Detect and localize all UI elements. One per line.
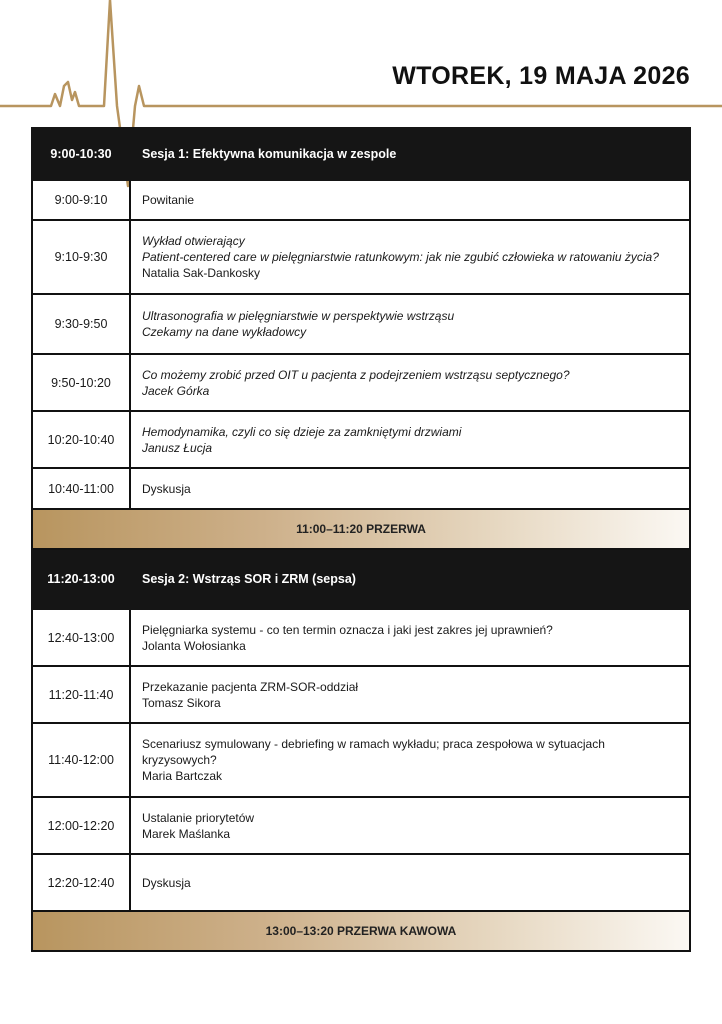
row-topic <box>130 609 690 666</box>
table-row <box>32 220 690 294</box>
break-row <box>32 509 690 549</box>
row-time: 12:40-13:00 <box>32 609 130 666</box>
topic-line: Ultrasonografia w pielęgniarstwie w perspektywie wstrząsu <box>142 309 455 323</box>
row-time: 9:10-9:30 <box>32 220 130 294</box>
break-row <box>32 911 690 951</box>
page-title: WTOREK, 19 MAJA 2026 <box>392 62 690 90</box>
session-header-row <box>32 549 690 609</box>
row-time: 11:20-11:40 <box>32 666 130 723</box>
topic-line: Pielęgniarka systemu - co ten termin oznacza i jaki jest zakres jej uprawnień? <box>142 622 553 637</box>
row-topic <box>130 294 690 354</box>
topic-line: Hemodynamika, czyli co się dzieje za zamkniętymi drzwiami <box>142 424 462 439</box>
speaker-name: Janusz Łucja <box>142 440 213 455</box>
speaker-name: Jolanta Wołosianka <box>142 638 246 653</box>
topic-line: Ustalanie priorytetów <box>142 810 255 825</box>
row-time: 10:40-11:00 <box>32 468 130 509</box>
session-time: 11:20-13:00 <box>32 549 130 609</box>
session-header-row <box>32 128 690 180</box>
table-row <box>32 723 690 797</box>
row-time: 12:20-12:40 <box>32 854 130 911</box>
row-topic <box>130 723 690 797</box>
speaker-name: Czekamy na dane wykładowcy <box>142 325 307 339</box>
table-row <box>32 294 690 354</box>
row-topic <box>130 220 690 294</box>
row-time: 10:20-10:40 <box>32 411 130 468</box>
row-topic <box>130 354 690 411</box>
break-label: 13:00–13:20 PRZERWA KAWOWA <box>32 911 690 951</box>
topic-line: Patient-centered care w pielęgniarstwie ratunkowym: jak nie zgubić człowieka w ratowaniu życia? <box>142 250 659 264</box>
row-time: 9:30-9:50 <box>32 294 130 354</box>
row-time: 9:50-10:20 <box>32 354 130 411</box>
row-topic: Dyskusja <box>130 854 690 911</box>
row-topic: Powitanie <box>130 180 690 220</box>
table-row <box>32 797 690 854</box>
row-time: 11:40-12:00 <box>32 723 130 797</box>
session-title: Sesja 2: Wstrząs SOR i ZRM (sepsa) <box>130 549 690 609</box>
topic-line: Przekazanie pacjenta ZRM-SOR-oddział <box>142 679 359 694</box>
topic-line: Wykład otwierający <box>142 234 245 248</box>
table-row <box>32 180 690 220</box>
topic-line: Co możemy zrobić przed OIT u pacjenta z podejrzeniem wstrząsu septycznego? <box>142 367 570 382</box>
table-row <box>32 609 690 666</box>
table-row <box>32 411 690 468</box>
table-row <box>32 666 690 723</box>
row-time: 12:00-12:20 <box>32 797 130 854</box>
table-row <box>32 468 690 509</box>
speaker-name: Maria Bartczak <box>142 769 223 783</box>
table-row <box>32 354 690 411</box>
schedule-table <box>31 127 691 952</box>
speaker-name: Jacek Górka <box>142 383 210 398</box>
row-topic: Dyskusja <box>130 468 690 509</box>
table-row <box>32 854 690 911</box>
session-time: 9:00-10:30 <box>32 128 130 180</box>
speaker-name: Natalia Sak-Dankosky <box>142 266 261 280</box>
session-title: Sesja 1: Efektywna komunikacja w zespole <box>130 128 690 180</box>
speaker-name: Tomasz Sikora <box>142 695 221 710</box>
row-topic <box>130 666 690 723</box>
row-time: 9:00-9:10 <box>32 180 130 220</box>
speaker-name: Marek Maślanka <box>142 826 231 841</box>
row-topic <box>130 411 690 468</box>
row-topic <box>130 797 690 854</box>
break-label: 11:00–11:20 PRZERWA <box>32 509 690 549</box>
topic-line: Scenariusz symulowany - debriefing w ramach wykładu; praca zespołowa w sytuacjach kryzysowych? <box>142 737 605 767</box>
